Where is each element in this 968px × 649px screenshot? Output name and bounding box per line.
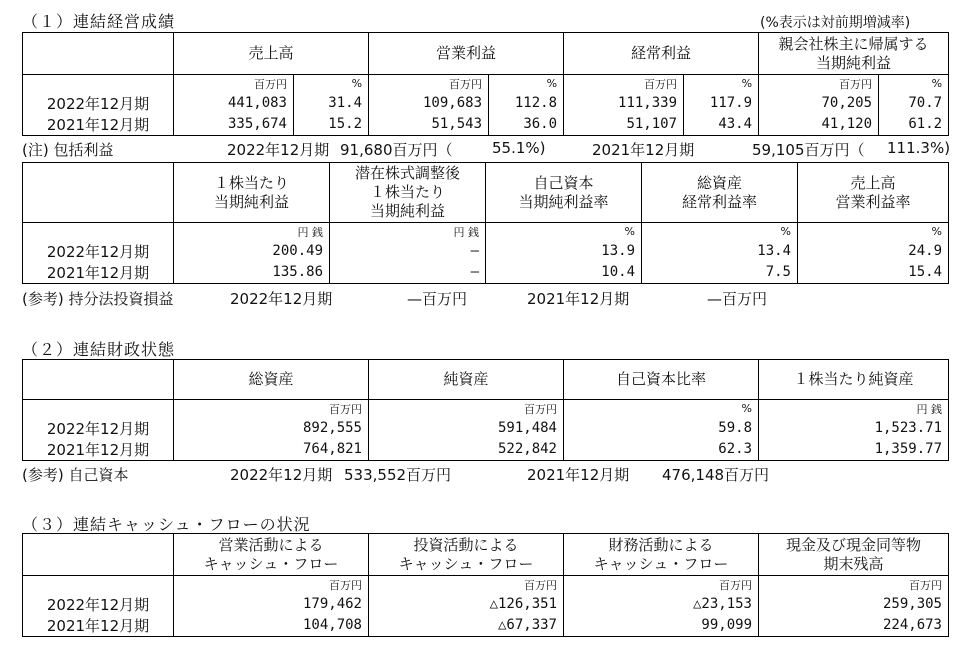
note-value: —百万円 <box>707 290 768 308</box>
unit-label: % <box>564 400 759 418</box>
note-value: 476,148百万円 <box>662 466 770 484</box>
header-roa: 総資産 経常利益率 <box>642 163 798 223</box>
unit-label: % <box>642 223 798 241</box>
header-roe: 自己資本 当期純利益率 <box>486 163 642 223</box>
unit-row-label <box>23 576 174 594</box>
unit-label: 百万円 <box>369 400 564 418</box>
row-label: 2021年12月期 <box>23 615 174 637</box>
cell-value: — <box>330 262 486 284</box>
unit-label: % <box>879 75 949 93</box>
cell-value: 62.3 <box>564 439 759 461</box>
table-row <box>23 262 949 284</box>
note-value: 533,552百万円 <box>344 466 452 484</box>
cell-value: 1,359.77 <box>759 439 949 461</box>
row-label: 2022年12月期 <box>23 241 174 262</box>
corner-cell <box>23 534 174 576</box>
unit-label: % <box>684 75 759 93</box>
unit-label: 百万円 <box>174 400 369 418</box>
note-percent: 55.1%) <box>492 139 546 157</box>
note-value: 91,680百万円（ <box>340 141 453 159</box>
row-label: 2022年12月期 <box>23 93 174 114</box>
cash-flow-table <box>22 533 949 637</box>
header-net-income: 親会社株主に帰属する 当期純利益 <box>759 33 949 75</box>
cell-value: 24.9 <box>798 241 949 262</box>
cell-value: — <box>330 241 486 262</box>
note-prefix: (参考) 自己資本 <box>22 466 129 484</box>
cell-value: 109,683 <box>369 93 489 114</box>
table-row <box>23 439 949 461</box>
unit-label: % <box>489 75 564 93</box>
header-net-assets: 純資産 <box>369 360 564 400</box>
row-label: 2022年12月期 <box>23 418 174 439</box>
table-row <box>23 114 949 136</box>
note-period: 2021年12月期 <box>527 466 630 484</box>
cell-value: △126,351 <box>369 594 564 615</box>
cell-value: △23,153 <box>564 594 759 615</box>
row-label: 2021年12月期 <box>23 439 174 461</box>
cell-value: 259,305 <box>759 594 949 615</box>
cell-value: 892,555 <box>174 418 369 439</box>
cell-value: 31.4 <box>294 93 369 114</box>
unit-label: 百万円 <box>174 75 294 93</box>
unit-label: % <box>798 223 949 241</box>
unit-label: 百万円 <box>759 576 949 594</box>
corner-cell <box>23 163 174 223</box>
table-row <box>23 594 949 615</box>
unit-row-label <box>23 223 174 241</box>
header-investing-cf: 投資活動による キャッシュ・フロー <box>369 534 564 576</box>
financial-position-table <box>22 359 949 461</box>
unit-label: % <box>294 75 369 93</box>
cell-value: 15.4 <box>798 262 949 284</box>
cell-value: 104,708 <box>174 615 369 637</box>
cell-value: 764,821 <box>174 439 369 461</box>
cell-value: 70,205 <box>759 93 879 114</box>
table-row <box>23 418 949 439</box>
comprehensive-income-note <box>22 139 951 159</box>
table-row <box>23 615 949 637</box>
note-period: 2022年12月期 <box>227 141 330 159</box>
section-3-title: （３）連結キャッシュ・フローの状況 <box>22 515 311 534</box>
unit-label: 百万円 <box>564 576 759 594</box>
unit-label: 百万円 <box>174 576 369 594</box>
cell-value: 591,484 <box>369 418 564 439</box>
note-period: 2022年12月期 <box>230 466 333 484</box>
note-prefix: (参考) 持分法投資損益 <box>22 290 174 308</box>
header-total-assets: 総資産 <box>174 360 369 400</box>
corner-cell <box>23 360 174 400</box>
cell-value: 117.9 <box>684 93 759 114</box>
header-cash-balance: 現金及び現金同等物 期末残高 <box>759 534 949 576</box>
cell-value: 13.9 <box>486 241 642 262</box>
cell-value: △67,337 <box>369 615 564 637</box>
cell-value: 135.86 <box>174 262 330 284</box>
cell-value: 224,673 <box>759 615 949 637</box>
cell-value: 15.2 <box>294 114 369 136</box>
cell-value: 10.4 <box>486 262 642 284</box>
corner-cell <box>23 33 174 75</box>
cell-value: 522,842 <box>369 439 564 461</box>
cell-value: 43.4 <box>684 114 759 136</box>
cell-value: 441,083 <box>174 93 294 114</box>
cell-value: 61.2 <box>879 114 949 136</box>
header-financing-cf: 財務活動による キャッシュ・フロー <box>564 534 759 576</box>
table-row <box>23 241 949 262</box>
cell-value: 59.8 <box>564 418 759 439</box>
note-prefix: (注) 包括利益 <box>22 141 114 159</box>
equity-capital-note <box>22 464 948 484</box>
operating-results-table <box>22 32 949 136</box>
note-percent: 111.3%) <box>887 139 951 157</box>
header-sales: 売上高 <box>174 33 369 75</box>
unit-label: 百万円 <box>564 75 684 93</box>
cell-value: 51,107 <box>564 114 684 136</box>
header-diluted-eps: 潜在株式調整後 １株当たり 当期純利益 <box>330 163 486 223</box>
header-equity-ratio: 自己資本比率 <box>564 360 759 400</box>
header-operating-income: 営業利益 <box>369 33 564 75</box>
note-period: 2021年12月期 <box>527 290 630 308</box>
section-1-title: （１）連結経営成績 <box>22 12 176 31</box>
unit-label: 百万円 <box>759 75 879 93</box>
unit-label: % <box>486 223 642 241</box>
cell-value: 51,543 <box>369 114 489 136</box>
header-ordinary-income: 経常利益 <box>564 33 759 75</box>
cell-value: 1,523.71 <box>759 418 949 439</box>
cell-value: 36.0 <box>489 114 564 136</box>
cell-value: 41,120 <box>759 114 879 136</box>
header-operating-cf: 営業活動による キャッシュ・フロー <box>174 534 369 576</box>
cell-value: 70.7 <box>879 93 949 114</box>
unit-label: 百万円 <box>369 576 564 594</box>
section-2-title: （２）連結財政状態 <box>22 340 176 359</box>
cell-value: 13.4 <box>642 241 798 262</box>
cell-value: 335,674 <box>174 114 294 136</box>
note-value: 59,105百万円（ <box>752 141 865 159</box>
row-label: 2021年12月期 <box>23 262 174 284</box>
unit-row-label <box>23 75 174 93</box>
equity-method-note <box>22 288 948 308</box>
cell-value: 111,339 <box>564 93 684 114</box>
unit-row-label <box>23 400 174 418</box>
cell-value: 179,462 <box>174 594 369 615</box>
header-eps: １株当たり 当期純利益 <box>174 163 330 223</box>
header-operating-margin: 売上高 営業利益率 <box>798 163 949 223</box>
note-value: —百万円 <box>407 290 468 308</box>
cell-value: 200.49 <box>174 241 330 262</box>
cell-value: 7.5 <box>642 262 798 284</box>
percent-note: (%表示は対前期増減率) <box>760 15 911 31</box>
note-period: 2022年12月期 <box>230 290 333 308</box>
header-bps: １株当たり純資産 <box>759 360 949 400</box>
row-label: 2022年12月期 <box>23 594 174 615</box>
unit-label: 円 銭 <box>174 223 330 241</box>
per-share-table <box>22 162 949 284</box>
unit-label: 百万円 <box>369 75 489 93</box>
row-label: 2021年12月期 <box>23 114 174 136</box>
unit-label: 円 銭 <box>759 400 949 418</box>
note-period: 2021年12月期 <box>592 141 695 159</box>
table-row <box>23 93 949 114</box>
unit-label: 円 銭 <box>330 223 486 241</box>
cell-value: 99,099 <box>564 615 759 637</box>
cell-value: 112.8 <box>489 93 564 114</box>
